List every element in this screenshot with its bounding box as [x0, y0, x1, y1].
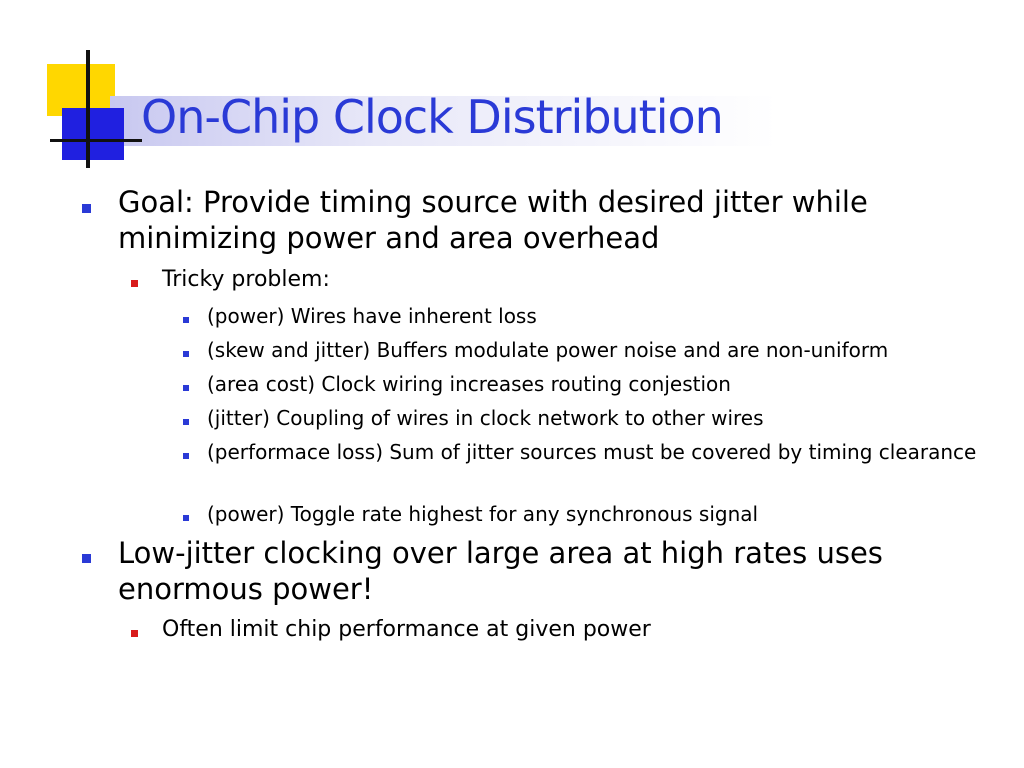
horizontal-line: [50, 139, 142, 142]
square-bullet-icon: [183, 419, 189, 425]
bullet-text: (power) Wires have inherent loss: [207, 304, 537, 328]
bullet-text: (performace loss) Sum of jitter sources must be covered by timing clearance: [207, 440, 977, 464]
bullet-text: (skew and jitter) Buffers modulate power noise and are non-uniform: [207, 338, 889, 362]
bullet-text: Often limit chip performance at given power: [162, 617, 651, 642]
square-bullet-icon: [131, 280, 138, 287]
square-bullet-icon: [183, 385, 189, 391]
bullet-text: Tricky problem:: [162, 267, 330, 292]
blue-square: [62, 108, 124, 160]
square-bullet-icon: [82, 554, 91, 563]
square-bullet-icon: [183, 351, 189, 357]
slide-title: On-Chip Clock Distribution: [141, 90, 723, 144]
square-bullet-icon: [131, 630, 138, 637]
decorative-squares-logo: [0, 0, 140, 170]
square-bullet-icon: [183, 453, 189, 459]
square-bullet-icon: [183, 317, 189, 323]
square-bullet-icon: [183, 515, 189, 521]
bullet-text: Low-jitter clocking over large area at high rates uses enormous power!: [118, 536, 883, 606]
bullet-text: Goal: Provide timing source with desired jitter while minimizing power and area overhead: [118, 185, 868, 255]
vertical-line: [86, 50, 90, 168]
square-bullet-icon: [82, 204, 91, 213]
bullet-text: (area cost) Clock wiring increases routing conjestion: [207, 372, 731, 396]
bullet-text: (jitter) Coupling of wires in clock network to other wires: [207, 406, 764, 430]
bullet-text: (power) Toggle rate highest for any synchronous signal: [207, 502, 759, 526]
